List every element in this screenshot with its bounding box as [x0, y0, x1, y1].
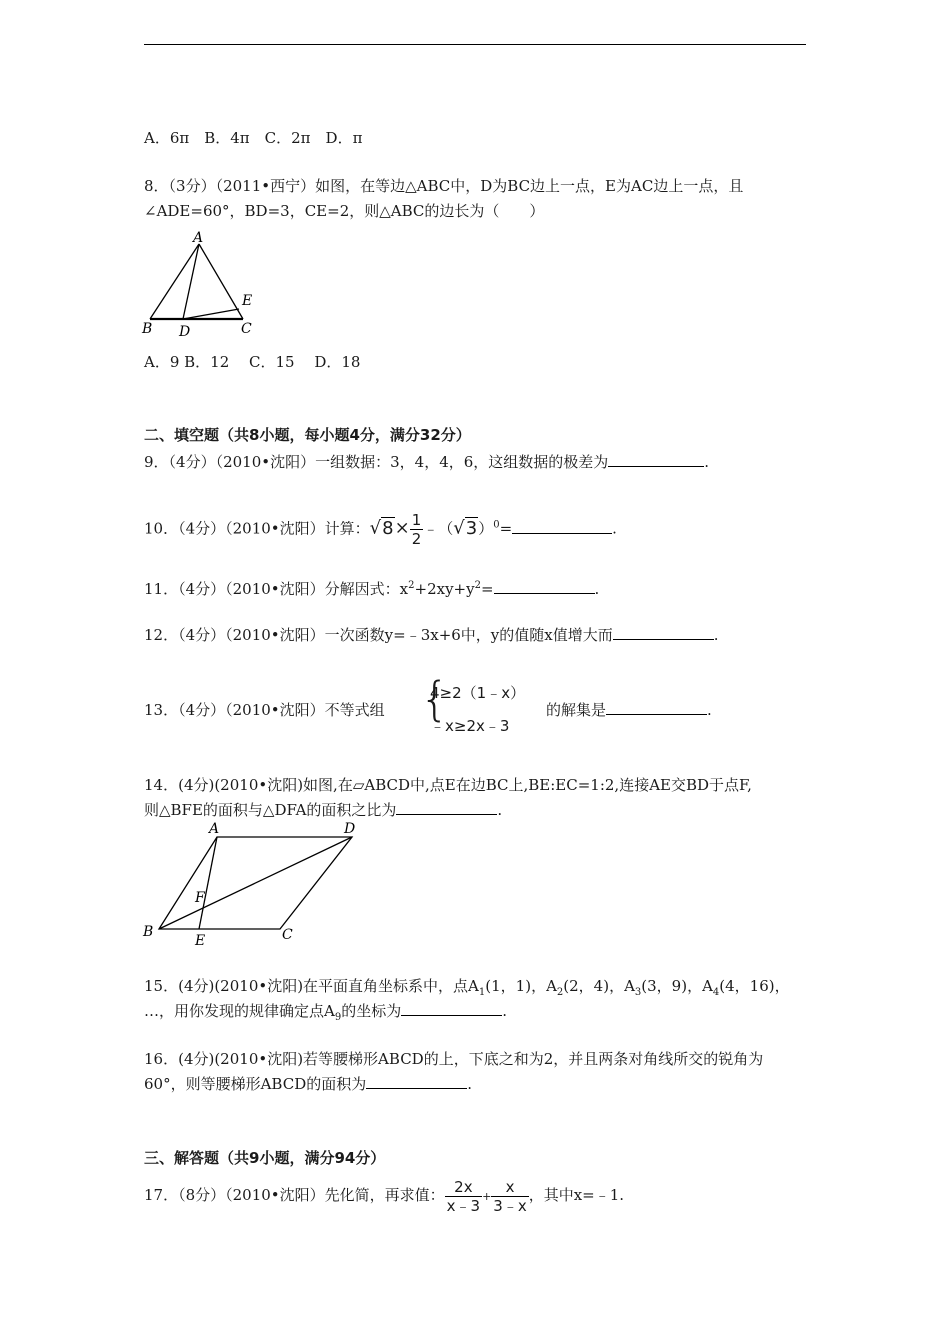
- q11-sup2: 2: [474, 580, 481, 591]
- label-D: D: [179, 324, 191, 340]
- q13-prefix: 13．（4分）（2010•沈阳）不等式组: [144, 701, 385, 719]
- label-A: A: [193, 230, 204, 246]
- label-C: C: [241, 321, 252, 337]
- q10-line: [144, 511, 617, 548]
- q15-line2-suffix: 的坐标为: [341, 1002, 402, 1020]
- q16-end: .: [467, 1075, 473, 1093]
- section2-heading: 二、填空题（共8小题，每小题4分，满分32分）: [144, 426, 471, 444]
- q13-suffix-line: [546, 700, 712, 720]
- label-A: A: [209, 821, 220, 837]
- q10-minus: ﹣（: [423, 519, 454, 538]
- q7-options: A．6π B．4π C．2π D．π: [144, 129, 363, 147]
- q12-end: .: [713, 626, 719, 644]
- q15-part4: (2，4)，A: [563, 977, 635, 995]
- label-D: D: [344, 821, 356, 837]
- q13-end: .: [707, 701, 712, 719]
- q13-answer-blank: [606, 700, 707, 715]
- q15-end: .: [502, 1002, 508, 1020]
- q15-answer-blank: [401, 1001, 502, 1016]
- q14-text-line2: [144, 800, 502, 820]
- q10-exp: 0: [493, 519, 500, 531]
- q14-end: .: [497, 801, 503, 819]
- q10-sqrt3: √3: [453, 517, 478, 539]
- q8-text-line2: ∠ADE=60°，BD=3，CE=2，则△ABC的边长为（ ）: [144, 202, 545, 220]
- q14-text: 则△BFE的面积与△DFA的面积之比为: [144, 801, 397, 819]
- q15-line2-sub: 9: [334, 1012, 342, 1023]
- q9-end: .: [704, 453, 710, 471]
- q11-mid: +2xy+y: [414, 580, 475, 598]
- q10-eq: =: [499, 519, 513, 538]
- q12-text: 12．（4分）（2010•沈阳）一次函数y=﹣3x+6中，y的值随x值增大而: [144, 626, 613, 644]
- q13-row2: ﹣x≥2x﹣3: [430, 717, 510, 735]
- q17-prefix: 17．（8分）（2010•沈阳）先化简，再求值：: [144, 1186, 445, 1204]
- q9-line: [144, 452, 709, 472]
- q17-suffix: ，其中x=﹣1.: [528, 1186, 625, 1204]
- q8-options: A．9 B．12 C．15 D．18: [144, 353, 361, 371]
- segment-DE: [183, 309, 239, 319]
- q15-sub1: 1: [478, 987, 486, 998]
- q15-sub3: 3: [634, 987, 642, 998]
- label-F: F: [195, 890, 205, 906]
- q14-text-line1: 14．(4分)(2010•沈阳)如图,在▱ABCD中,点E在边BC上,BE:EC=1:2,连接AE交BD于点F,: [144, 776, 752, 794]
- q10-times: ×: [394, 517, 410, 539]
- label-E: E: [195, 933, 206, 949]
- q8-text-line1: 8．（3分）（2011•西宁）如图，在等边△ABC中，D为BC边上一点，E为AC边上一点，且: [144, 177, 744, 195]
- q15-text-line2: [144, 1001, 507, 1028]
- q17-fraction1: $\frac{2x}{x﹣3}$: [446, 1177, 481, 1215]
- q17-line: [144, 1175, 624, 1217]
- q9-text: 9．（4分）（2010•沈阳）一组数据：3，4，4，6，这组数据的极差为: [144, 453, 609, 471]
- q15-part6: (3，9)，A: [641, 977, 713, 995]
- label-C: C: [282, 927, 293, 943]
- q12-answer-blank: [613, 625, 714, 640]
- q11-sup1: 2: [408, 580, 415, 591]
- q10-fraction: $\frac{1}{2}$: [411, 511, 422, 548]
- q12-line: [144, 625, 719, 645]
- q15-sub2: 2: [556, 987, 564, 998]
- q8-triangle-figure: [140, 230, 270, 342]
- q14-answer-blank: [396, 800, 497, 815]
- q16-text-line2: [144, 1074, 472, 1094]
- q14-parallelogram-figure: [140, 820, 370, 950]
- q17-fraction2: $\frac{x}{3﹣x}$: [493, 1177, 527, 1215]
- q10-answer-blank: [512, 519, 612, 534]
- q15-part8: (4，16)，: [719, 977, 790, 995]
- q16-answer-blank: [366, 1074, 467, 1089]
- q10-prefix: 10．（4分）（2010•沈阳）计算：: [144, 519, 370, 538]
- segment-AC: [199, 244, 243, 319]
- q11-eq: =: [480, 580, 494, 598]
- q15-part0: 15．(4分)(2010•沈阳)在平面直角坐标系中，点A: [144, 977, 479, 995]
- label-B: B: [143, 924, 154, 940]
- q15-sub4: 4: [712, 987, 720, 998]
- q13-suffix: 的解集是: [546, 701, 607, 719]
- q15-part2: (1，1)，A: [485, 977, 557, 995]
- q11-end: .: [594, 580, 600, 598]
- q11-answer-blank: [494, 579, 595, 594]
- q17-plus: +: [482, 1190, 492, 1203]
- label-E: E: [242, 293, 253, 309]
- q9-answer-blank: [608, 452, 704, 467]
- q13-row1: 4≥2（1﹣x）: [430, 684, 526, 702]
- section3-heading: 三、解答题（共9小题，满分94分）: [144, 1149, 386, 1167]
- q16-text-line1: 16．(4分)(2010•沈阳)若等腰梯形ABCD的上，下底之和为2，并且两条对角线所交的锐角为: [144, 1050, 764, 1068]
- q10-sqrt8: √8: [369, 517, 394, 539]
- header-rule: [144, 44, 806, 45]
- q16-text: 60°，则等腰梯形ABCD的面积为: [144, 1075, 367, 1093]
- q10-close: ）: [478, 519, 494, 538]
- q15-line2-prefix: …，用你发现的规律确定点A: [144, 1002, 335, 1020]
- q15-text-line1: [144, 976, 790, 1003]
- q10-end: .: [612, 519, 617, 538]
- q11-prefix: 11．（4分）（2010•沈阳）分解因式：x: [144, 580, 409, 598]
- q13-brace: {: [420, 672, 450, 726]
- q11-line: [144, 576, 599, 599]
- label-B: B: [142, 321, 153, 337]
